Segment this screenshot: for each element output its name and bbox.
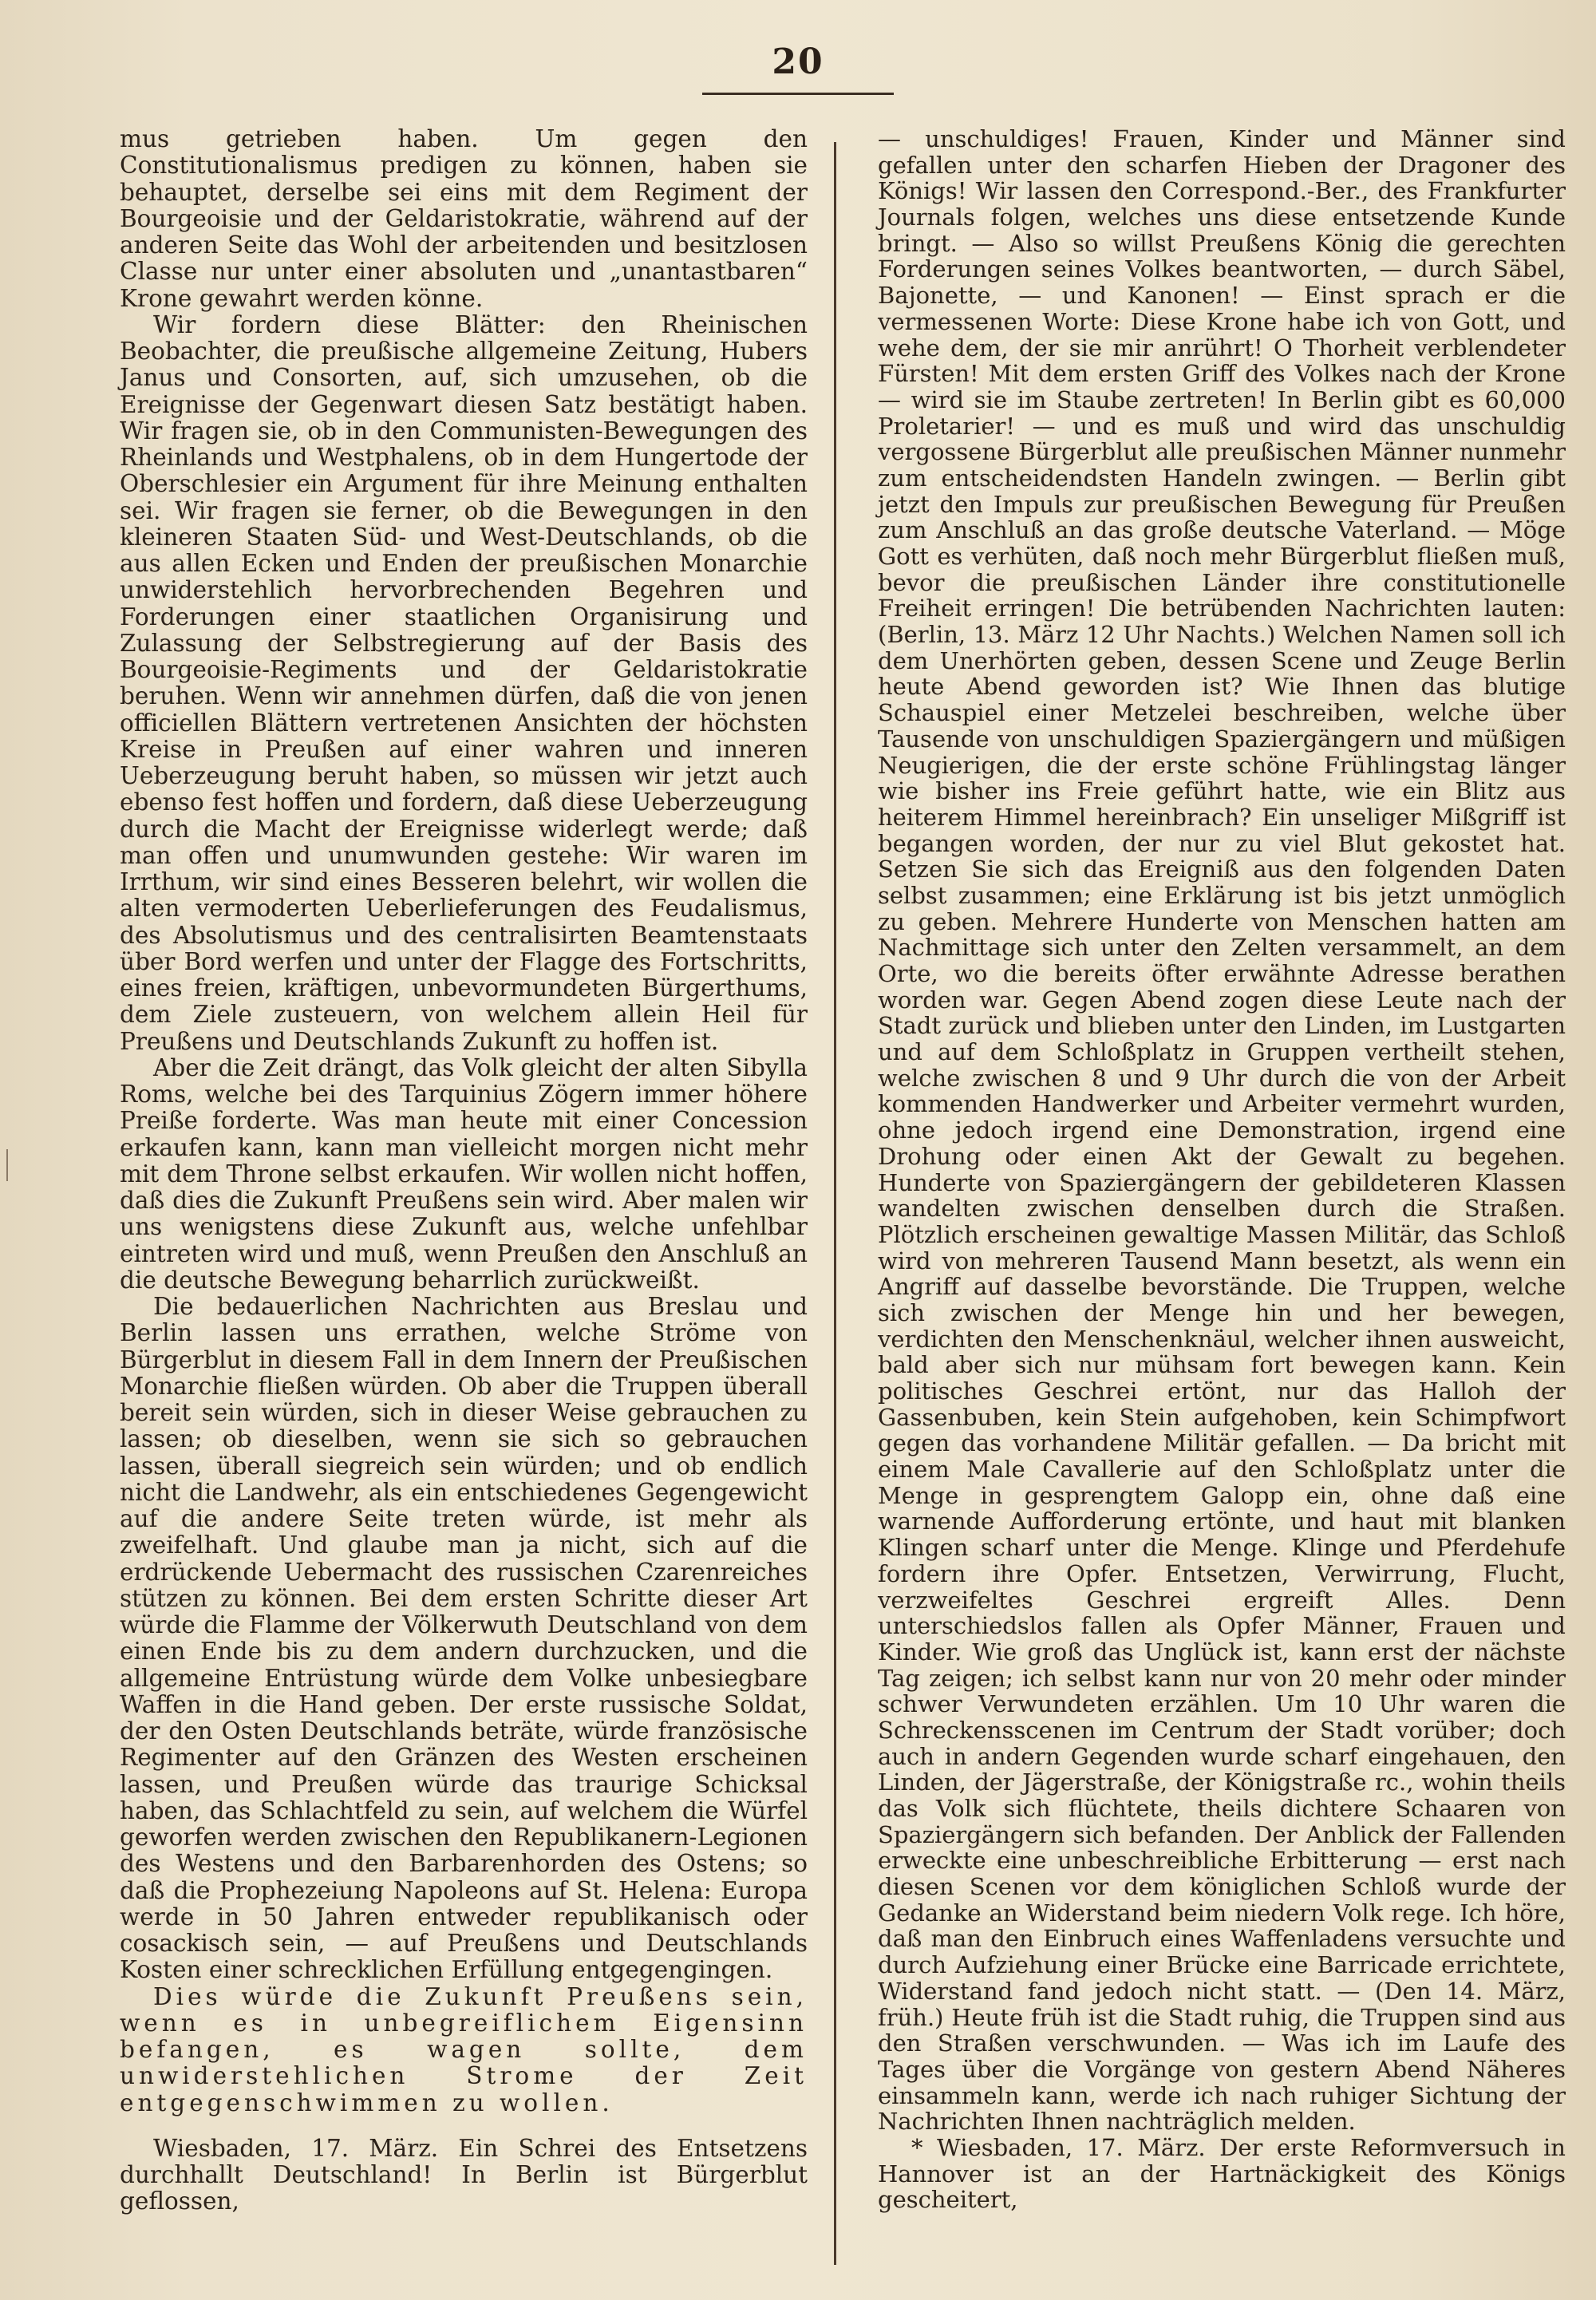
paragraph: Die bedauerlichen Nachrichten aus Breslau und Berlin lassen uns errathen, welche Ströme von Bürgerblut in diesem Fall in dem Innern der Preußischen Monarchie fließen würden. Ob aber die Truppen überall bereit sein würden, sich in dieser Weise gebrauchen zu lassen; ob dieselben, wenn sie sich so gebrauchen lassen, überall siegreich sein würden; und ob endlich nicht die Landwehr, als ein entschiedenes Gegengewicht auf die andere Seite treten würde, ist mehr als zweifelhaft. Und glaube man ja nicht, sich auf die erdrückende Uebermacht des russischen Czarenreiches stützen zu können. Bei dem ersten Schritte dieser Art würde die Flamme der Völkerwuth Deutschland von dem einen Ende bis zu dem andern durchzucken, und die allgemeine Entrüstung würde dem Volke unbesiegbare Waffen in die Hand geben. Der erste russische Soldat, der den Osten Deutschlands beträte, würde französische Regimenter auf den Gränzen des Westen erscheinen lassen, und Preußen würde das traurige Schicksal haben, das Schlachtfeld zu sein, auf welchem die Würfel geworfen werden zwischen den Republikanern-Legionen des Westens und den Barbarenhorden des Ostens; so daß die Prophezeiung Napoleons auf St. Helena: Europa werde in 50 Jahren entweder republikanisch oder cosackisch sein, — auf Preußens und Deutschlands Kosten einer schrecklichen Erfüllung entgegengingen. — [120, 1293, 808, 1984]
page-number: 20 — [772, 41, 824, 82]
paragraph: mus getrieben haben. Um gegen den Constitutionalismus predigen zu können, haben sie behauptet, derselbe sei eins mit dem Regiment der Bourgeoisie und der Geldaristokratie, während auf der anderen Seite das Wohl der arbeitenden und besitzlosen Classe nur unter einer absoluten und „unantastbaren“ Krone gewahrt werden könne. — [120, 125, 808, 312]
paragraph: — unschuldiges! Frauen, Kinder und Männer sind gefallen unter den scharfen Hieben der Dragoner des Königs! Wir lassen den Correspond.-Ber., des Frankfurter Journals folgen, welches uns diese entsetzende Kunde bringt. — Also so willst Preußens König die gerechten Forderungen seines Volkes beantworten, — durch Säbel, Bajonette, — und Kanonen! — Einst sprach er die vermessenen Worte: Diese Krone habe ich von Gott, und wehe dem, der sie mir anrührt! O Thorheit verblendeter Fürsten! Mit dem ersten Griff des Volkes nach der Krone — wird sie im Staube zertreten! In Berlin gibt es 60,000 Proletarier! — und es muß und wird das unschuldig vergossene Bürgerblut alle preußischen Männer nunmehr zum entscheidendsten Handeln zwingen. — Berlin gibt jetzt den Impuls zur preußischen Bewegung für Preußen zum Anschluß an das große deutsche Vaterland. — Möge Gott es verhüten, daß noch mehr Bürgerblut fließen muß, bevor die preußischen Länder ihre constitutionelle Freiheit erringen! Die betrübenden Nachrichten lauten: (Berlin, 13. März 12 Uhr Nachts.) Welchen Namen soll ich dem Unerhörten geben, dessen Scene und Zeuge Berlin heute Abend geworden ist? Wie Ihnen das blutige Schauspiel einer Metzelei beschreiben, welche über Tausende von unschuldigen Spaziergängern und müßigen Neugierigen, die der erste schöne Frühlingstag länger wie bisher ins Freie geführt hatte, wie ein Blitz aus heiterem Himmel hereinbrach? Ein unseliger Mißgriff ist begangen worden, der nur zu viel Blut gekostet hat. Setzen Sie sich das Ereigniß aus den folgenden Daten selbst zusammen; eine Erklärung ist bis jetzt unmöglich zu geben. Mehrere Hunderte von Menschen hatten am Nachmittage sich unter den Zelten versammelt, an dem Orte, wo die bereits öfter erwähnte Adresse berathen worden war. Gegen Abend zogen diese Leute nach der Stadt zurück und blieben unter den Linden, im Lustgarten und auf dem Schloßplatz in Gruppen vertheilt stehen, welche zwischen 8 und 9 Uhr durch die von der Arbeit kommenden Handwerker und Arbeiter vermehrt wurden, ohne jedoch irgend eine Demonstration, irgend eine Drohung oder einen Akt der Gewalt zu begehen. Hunderte von Spaziergängern der gebildeteren Klassen wandelten zwischen denselben durch die Straßen. Plötzlich erscheinen gewaltige Massen Militär, das Schloß wird von mehreren Tausend Mann besetzt, als wenn ein Angriff auf dasselbe bevorstände. Die Truppen, welche sich zwischen der Menge hin und her bewegen, verdichten den Menschenknäul, welcher ihnen ausweicht, bald aber sich nur mühsam fort bewegen kann. Kein politisches Geschrei ertönt, nur das Halloh der Gassenbuben, kein Stein aufgehoben, kein Schimpfwort gegen das vorhandene Militär gefallen. — Da bricht mit einem Male Cavallerie auf den Schloßplatz unter die Menge in gesprengtem Galopp ein, ohne daß eine warnende Aufforderung ertönte, und haut mit blanken Klingen scharf unter die Menge. Klinge und Pferdehufe fordern ihre Opfer. Entsetzen, Verwirrung, Flucht, verzweifeltes Geschrei ergreift Alles. Denn unterschiedslos fallen als Opfer Männer, Frauen und Kinder. Wie groß das Unglück ist, kann erst der nächste Tag zeigen; ich selbst kann nur von 20 mehr oder minder schwer Verwundeten erzählen. Um 10 Uhr waren die Schreckensscenen im Centrum der Stadt vorüber; doch auch in andern Gegenden wurde scharf eingehauen, den Linden, der Jägerstraße, der Königstraße rc., wohin theils das Volk sich flüchtete, theils dichtere Schaaren von Spaziergängern sich befanden. Der Anblick der Fallenden erweckte eine unbeschreibliche Erbitterung — erst nach diesen Scenen vor dem königlichen Schloß wurde der Gedanke an Widerstand beim niedern Volk rege. Ich höre, daß man den Einbruch eines Waffenladens versuchte und durch Aufziehung einer Brücke eine Barricade errichtete, Widerstand fand jedoch nicht statt. — (Den 14. März, früh.) Heute früh ist die Stadt ruhig, die Truppen sind aus den Straßen verschwunden. — Was ich im Laufe des Tages über die Vorgänge von gestern Abend Näheres einsammeln kann, werde ich nach ruhiger Sichtung der Nachrichten Ihnen nachträglich melden. — [878, 125, 1566, 2136]
header-rule — [702, 93, 894, 95]
column-divider — [834, 142, 836, 2265]
paragraph: Aber die Zeit drängt, das Volk gleicht der alten Sibylla Roms, welche bei des Tarquinius Zögern immer höhere Preiße forderte. Was man heute mit einer Concession erkaufen kann, kann man vielleicht morgen nicht mehr mit dem Throne selbst erkaufen. Wir wollen nicht hoffen, daß dies die Zukunft Preußens sein wird. Aber malen wir uns wenigstens diese Zukunft aus, welche unfehlbar eintreten wird und muß, wenn Preußen den Anschluß an die deutsche Bewegung beharrlich zurückweißt. — [120, 1053, 808, 1294]
dateline-paragraph: Wiesbaden, 17. März. Ein Schrei des Entsetzens durchhallt Deutschland! In Berlin ist Bürgerblut geflossen, — [120, 2134, 808, 2215]
right-column — [878, 126, 1566, 2213]
dateline-paragraph: * Wiesbaden, 17. März. Der erste Reformversuch in Hannover ist an der Hartnäckigkeit des Königs gescheitert, — [878, 2133, 1566, 2214]
left-column — [120, 126, 808, 2215]
paragraph: Wir fordern diese Blätter: den Rheinischen Beobachter, die preußische allgemeine Zeitung, Hubers Janus und Consorten, auf, sich umzusehen, ob die Ereignisse der Gegenwart diesen Satz bestätigt haben. Wir fragen sie, ob in den Communisten-Bewegungen des Rheinlands und Westphalens, ob in dem Hungertode der Oberschlesier ein Argument für ihre Meinung enthalten sei. Wir fragen sie ferner, ob die Bewegungen in den kleineren Staaten Süd- und West-Deutschlands, ob die aus allen Ecken und Enden der preußischen Monarchie unwiderstehlich hervorbrechenden Begehren und Forderungen einer staatlichen Organisirung und Zulassung der Selbstregierung auf der Basis des Bourgeoisie-Regiments und der Geldaristokratie beruhen. Wenn wir annehmen dürfen, daß die von jenen officiellen Blättern vertretenen Ansichten der höchsten Kreise in Preußen auf einer wahren und inneren Ueberzeugung beruht haben, so müssen wir jetzt auch ebenso fest hoffen und fordern, daß diese Ueberzeugung durch die Macht der Ereignisse widerlegt werde; daß man offen und unumwunden gestehe: Wir waren im Irrthum, wir sind eines Besseren belehrt, wir wollen die alten vermoderten Ueberlieferungen des Feudalismus, des Absolutismus und des centralisirten Beamtenstaats über Bord werfen und unter der Flagge des Fortschritts, eines freien, kräftigen, unbevormundeten Bürgerthums, dem Ziele zusteuern, von welchem allein Heil für Preußens und Deutschlands Zukunft zu hoffen ist. — [120, 310, 808, 1055]
fold-mark — [6, 1149, 26, 1181]
paragraph: Dies würde die Zukunft Preußens sein, wenn es in unbegreiflichem Eigensinn befangen, es wagen sollte, dem unwiderstehlichen Strome der Zeit entgegenschwimmen zu wollen. — [120, 1982, 808, 2116]
